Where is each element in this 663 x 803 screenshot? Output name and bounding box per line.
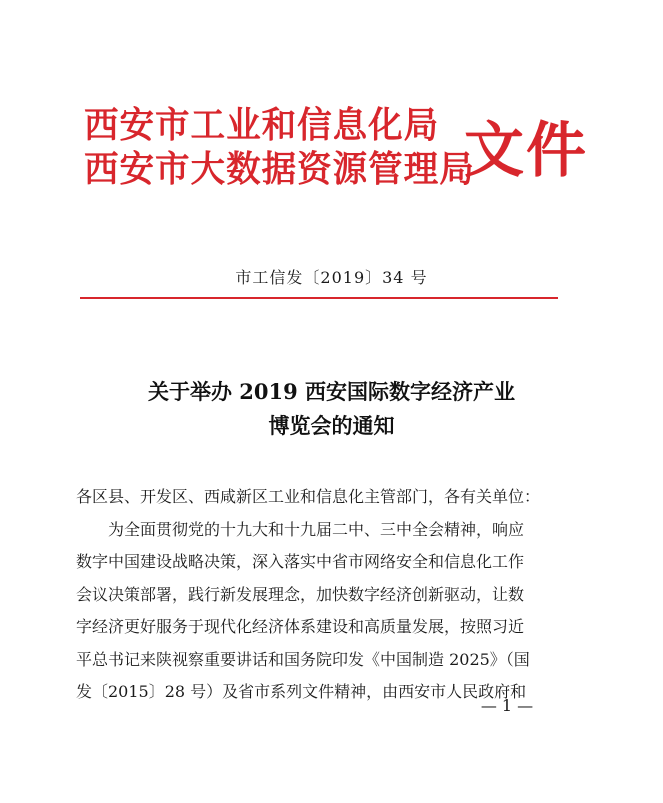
paragraph-line: 为全面贯彻党的十九大和十九届二中、三中全会精神，响应 bbox=[108, 519, 525, 539]
issuer-line-bigdata-bureau: 西安市大数据资源管理局 bbox=[84, 148, 475, 190]
red-divider-line bbox=[80, 297, 558, 299]
notice-title bbox=[0, 375, 663, 443]
issuer-block bbox=[84, 103, 475, 191]
document-header bbox=[84, 103, 588, 199]
document-number: 市工信发〔2019〕34 号 bbox=[235, 268, 428, 287]
notice-body bbox=[76, 481, 568, 709]
paragraph-line: 会议决策部署，践行新发展理念，加快数字经济创新驱动，让数 bbox=[76, 584, 525, 604]
issuer-line-industry-bureau: 西安市工业和信息化局 bbox=[84, 104, 440, 146]
paragraph-line: 数字中国建设战略决策，深入落实中省市网络安全和信息化工作 bbox=[76, 552, 525, 571]
salutation: 各区县、开发区、西咸新区工业和信息化主管部门，各有关单位： bbox=[76, 487, 541, 506]
paragraph-line: 发〔2015〕28 号）及省市系列文件精神，由西安市人民政府和 bbox=[76, 682, 527, 701]
page-number: — 1 — bbox=[480, 696, 534, 715]
paragraph-line: 字经济更好服务于现代化经济体系建设和高质量发展，按照习近 bbox=[76, 617, 525, 636]
notice-title-line-1: 关于举办 2019 西安国际数字经济产业 bbox=[147, 379, 516, 404]
notice-title-line-2: 博览会的通知 bbox=[268, 413, 395, 438]
paragraph-line: 平总书记来陕视察重要讲话和国务院印发《中国制造 2025》（国 bbox=[76, 649, 530, 669]
document-label: 文件 bbox=[464, 116, 588, 186]
